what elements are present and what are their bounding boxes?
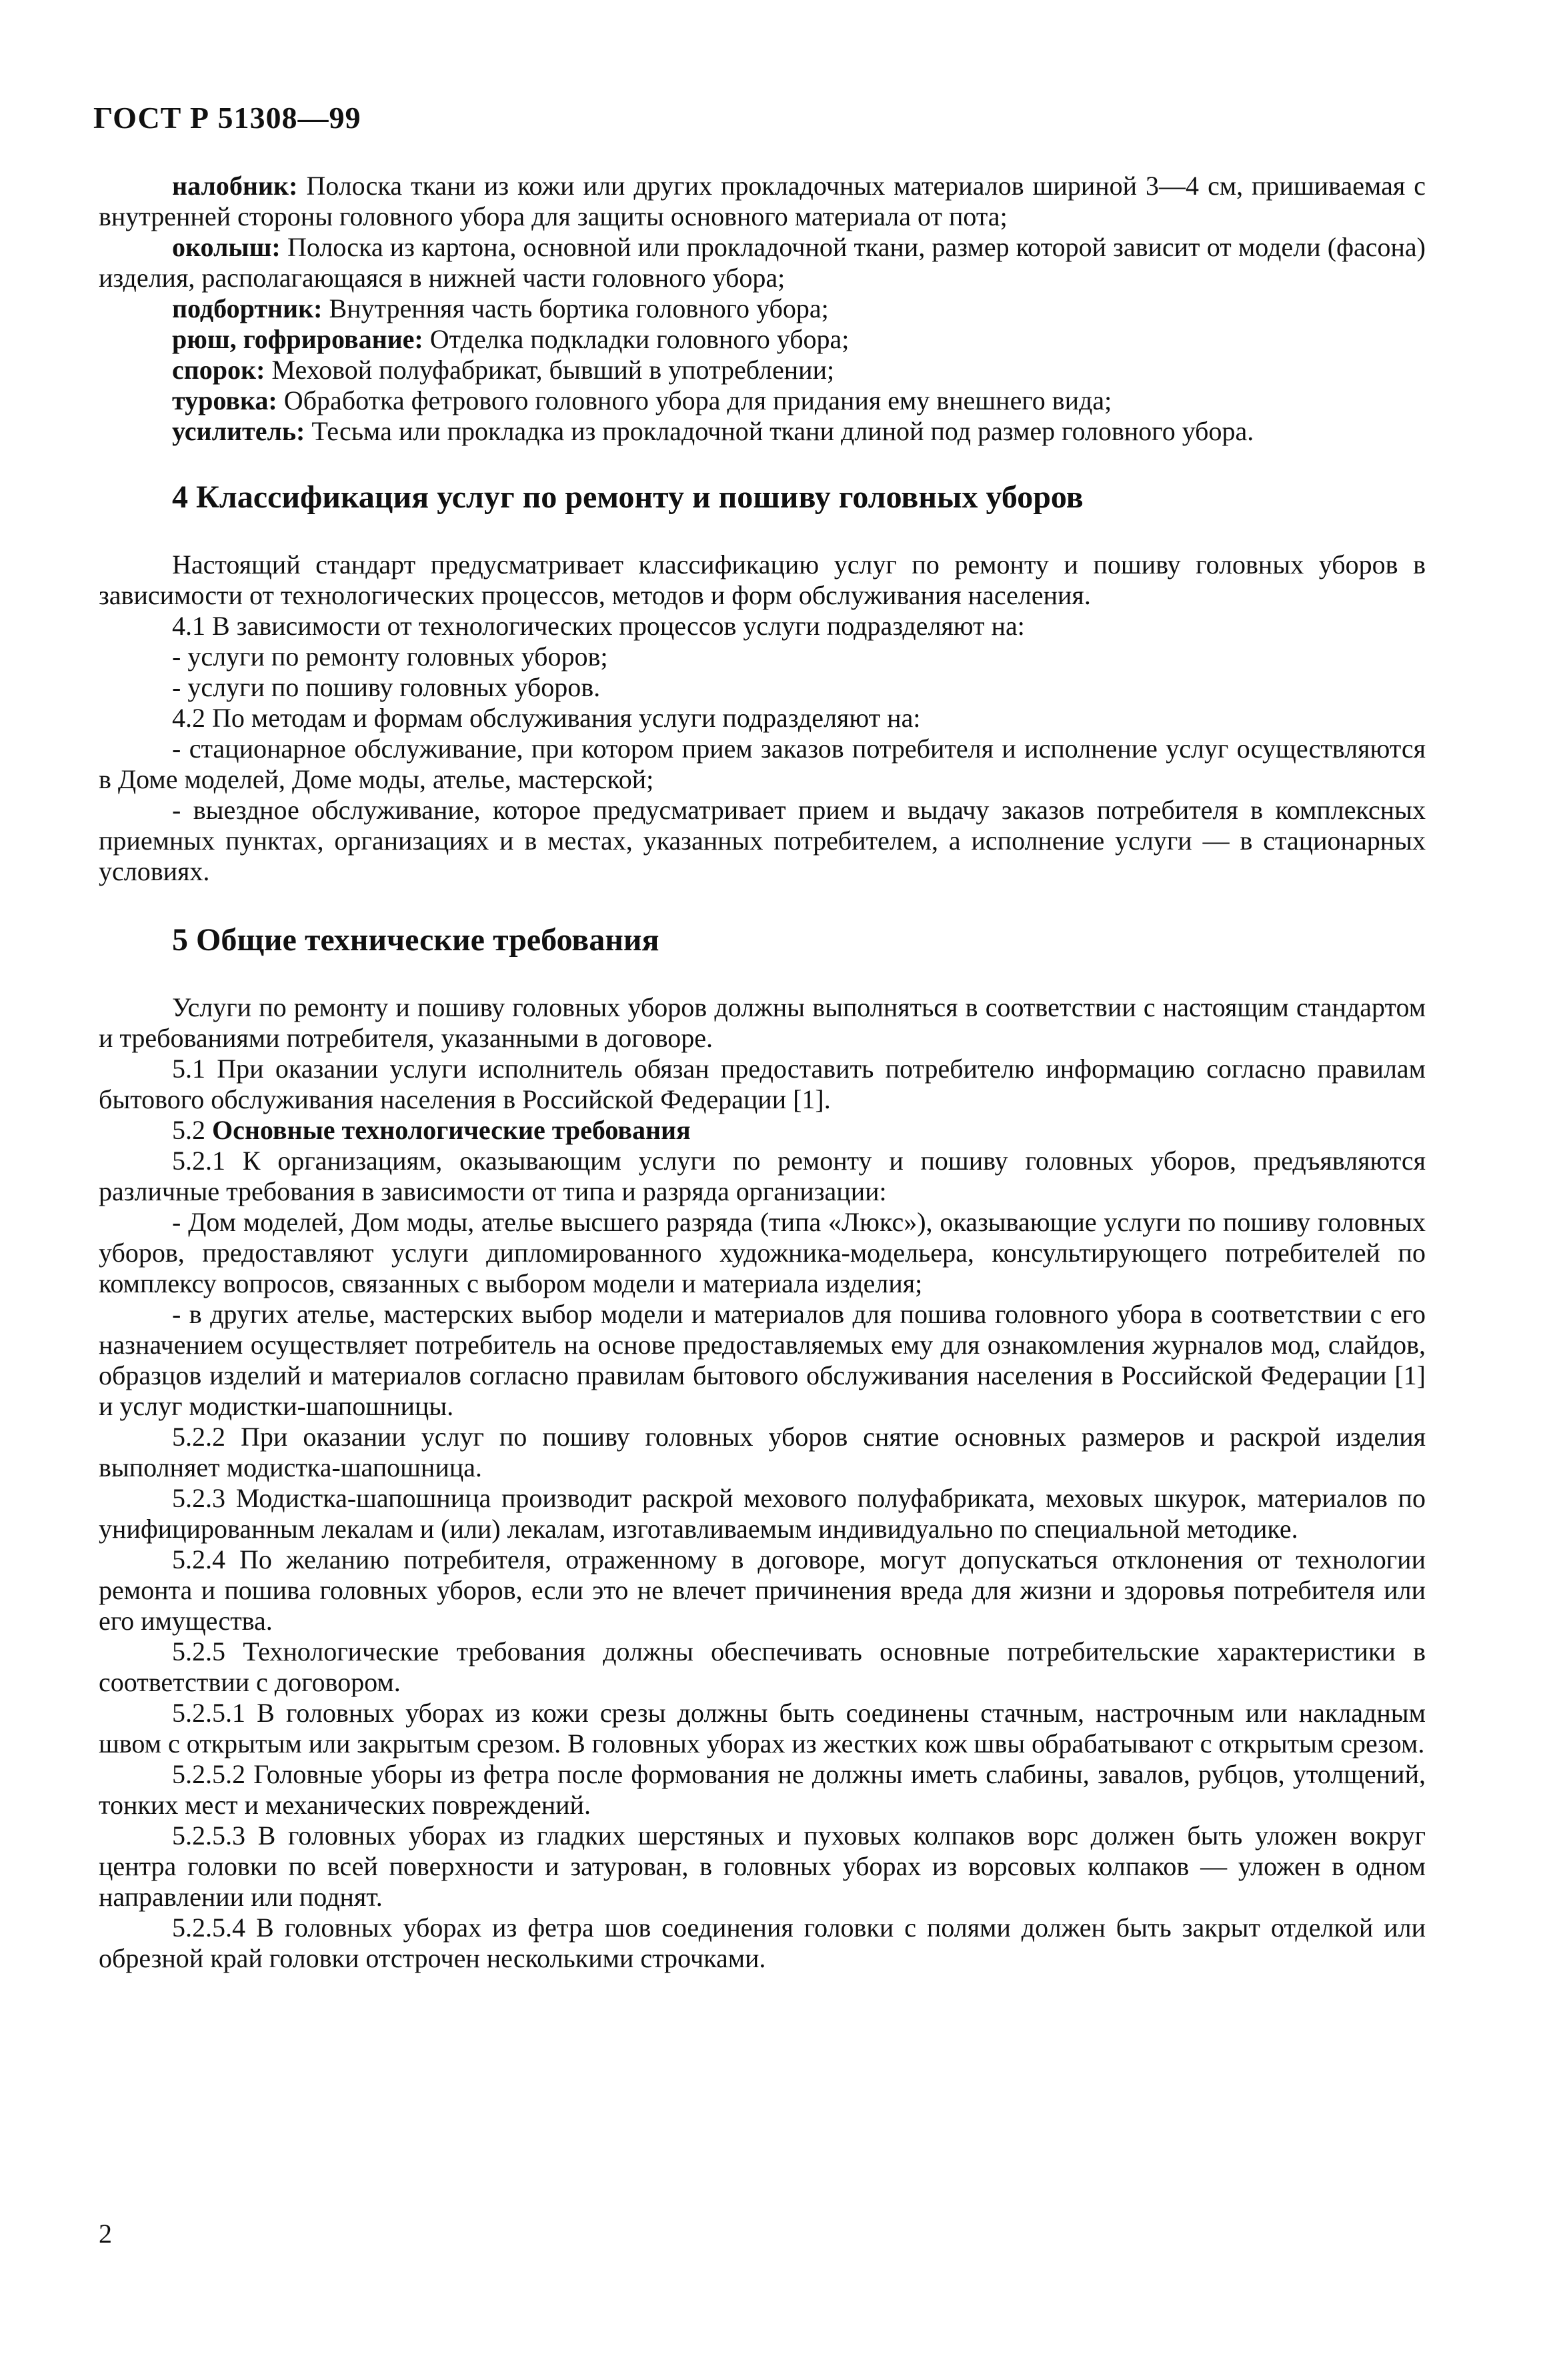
paragraph: 5.2.5.2 Головные уборы из фетра после формования не должны иметь слабины, завалов, рубцов, утолщений, тонких мест и механических повреждений.: [99, 1759, 1426, 1820]
section-4-heading: 4 Классификация услуг по ремонту и пошиву головных уборов: [172, 479, 1084, 515]
paragraph: 5.2.5.3 В головных уборах из гладких шерстяных и пуховых колпаков ворс должен быть уложен вокруг центра головки по всей поверхности и затурован, в головных уборах из ворсовых колпаков — уложен в одном направлении или поднят.: [99, 1821, 1426, 1912]
document-code-header: ГОСТ Р 51308—99: [93, 101, 361, 135]
paragraph: 5.2.2 При оказании услуг по пошиву головных уборов снятие основных размеров и раскрой изделия выполняет модистка-шапошница.: [99, 1422, 1426, 1482]
term-definition: [99, 355, 1426, 385]
subsection-number: 5.2: [172, 1115, 205, 1145]
term-text: Обработка фетрового головного убора для придания ему внешнего вида;: [277, 385, 1112, 415]
subsection-heading: [99, 1115, 1426, 1146]
list-item: - выездное обслуживание, которое предусматривает прием и выдачу заказов потребителя в комплексных приемных пунктах, организациях и в местах, указанных потребителем, а исполнение услуги — в стационарных условиях.: [99, 795, 1426, 886]
paragraph: 5.2.5.1 В головных уборах из кожи срезы должны быть соединены стачным, настрочным или накладным швом с открытым или закрытым срезом. В головных уборах из жестких кож швы обрабатывают с открытым срезом.: [99, 1698, 1426, 1758]
term-name: спорок:: [172, 355, 265, 385]
term-text: Отделка подкладки головного убора;: [423, 324, 850, 354]
term-definition: [99, 293, 1426, 324]
term-definition: [99, 385, 1426, 416]
term-name: подбортник:: [172, 293, 323, 323]
term-definition: [99, 171, 1426, 232]
term-text: Полоска ткани из кожи или других прокладочных материалов шириной 3—4 см, пришиваемая с внутренней стороны головного убора для защиты основного материала от пота;: [99, 171, 1426, 231]
term-name: усилитель:: [172, 416, 305, 446]
list-item: - стационарное обслуживание, при котором прием заказов потребителя и исполнение услуг осуществляются в Доме моделей, Доме моды, ателье, мастерской;: [99, 734, 1426, 794]
paragraph: 5.2.1 К организациям, оказывающим услуги по ремонту и пошиву головных уборов, предъявляются различные требования в зависимости от типа и разряда организации:: [99, 1146, 1426, 1206]
section-4-body: [99, 549, 1426, 887]
term-name: рюш, гофрирование:: [172, 324, 423, 354]
list-item: - в других ателье, мастерских выбор модели и материалов для пошива головного убора в соответствии с его назначением осуществляет потребитель на основе предоставляемых ему для ознакомления журналов мод, слайдов, образцов изделий и материалов согласно правилам бытового обслуживания населения в Российской Федерации [1] и услуг модистки-шапошницы.: [99, 1299, 1426, 1421]
paragraph: 5.1 При оказании услуги исполнитель обязан предоставить потребителю информацию согласно правилам бытового обслуживания населения в Российской Федерации [1].: [99, 1054, 1426, 1114]
term-text: Меховой полуфабрикат, бывший в употреблении;: [265, 355, 835, 385]
section-5-body: [99, 992, 1426, 1974]
paragraph: Настоящий стандарт предусматривает классификацию услуг по ремонту и пошиву головных уборов в зависимости от технологических процессов, методов и форм обслуживания населения.: [99, 549, 1426, 610]
page-number: 2: [99, 2219, 112, 2249]
subsection-title: Основные технологические требования: [212, 1115, 691, 1145]
list-item: - услуги по пошиву головных уборов.: [172, 672, 601, 702]
paragraph: 4.2 По методам и формам обслуживания услуги подразделяют на:: [172, 703, 921, 733]
list-item: - услуги по ремонту головных уборов;: [172, 642, 608, 672]
paragraph: 5.2.4 По желанию потребителя, отраженному в договоре, могут допускаться отклонения от технологии ремонта и пошива головных уборов, если это не влечет причинения вреда для жизни и здоровья потребителя или его имущества.: [99, 1544, 1426, 1636]
term-name: околыш:: [172, 232, 281, 262]
paragraph: 5.2.5.4 В головных уборах из фетра шов соединения головки с полями должен быть закрыт отделкой или обрезной край головки отстрочен несколькими строчками.: [99, 1913, 1426, 1973]
term-definition: [99, 324, 1426, 355]
paragraph: 5.2.3 Модистка-шапошница производит раскрой мехового полуфабриката, меховых шкурок, материалов по унифицированным лекалам и (или) лекалам, изготавливаемым индивидуально по специальной методике.: [99, 1483, 1426, 1544]
term-definition: [99, 232, 1426, 293]
paragraph: Услуги по ремонту и пошиву головных уборов должны выполняться в соответствии с настоящим стандартом и требованиями потребителя, указанными в договоре.: [99, 992, 1426, 1053]
term-text: Полоска из картона, основной или прокладочной ткани, размер которой зависит от модели (фасона) изделия, располагающаяся в нижней части головного убора;: [99, 232, 1426, 293]
term-name: туровка:: [172, 385, 277, 415]
section-5-heading: 5 Общие технические требования: [172, 922, 659, 958]
term-text: Внутренняя часть бортика головного убора;: [322, 293, 829, 323]
page-body: [99, 171, 1426, 1974]
paragraph: 4.1 В зависимости от технологических процессов услуги подразделяют на:: [172, 611, 1025, 641]
list-item: - Дом моделей, Дом моды, ателье высшего разряда (типа «Люкс»), оказывающие услуги по пошиву головных уборов, предоставляют услуги дипломированного художника-модельера, консультирующего потребителей по комплексу вопросов, связанных с выбором модели и материала изделия;: [99, 1207, 1426, 1298]
term-text: Тесьма или прокладка из прокладочной ткани длиной под размер головного убора.: [305, 416, 1254, 446]
terms-list: [99, 171, 1426, 447]
paragraph: 5.2.5 Технологические требования должны обеспечивать основные потребительские характеристики в соответствии с договором.: [99, 1636, 1426, 1697]
term-definition: [99, 416, 1426, 447]
term-name: налобник:: [172, 171, 298, 201]
